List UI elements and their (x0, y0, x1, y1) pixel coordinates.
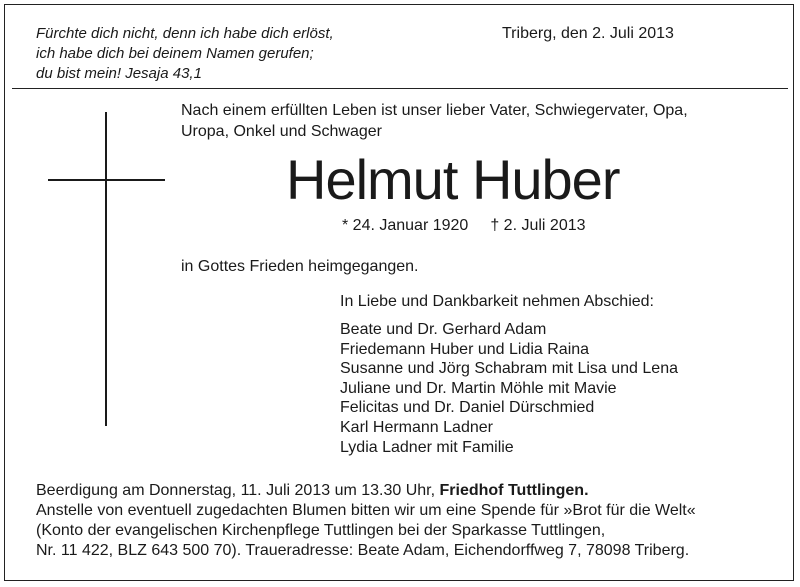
funeral-date-time: Beerdigung am Donnerstag, 11. Juli 2013 um 13.30 Uhr, (36, 482, 440, 499)
verse-line-2: ich habe dich bei deinem Namen gerufen; (36, 45, 314, 62)
header-divider (12, 88, 788, 89)
birth-date: * 24. Januar 1920 (342, 217, 469, 234)
mourner-item: Friedemann Huber und Lidia Raina (340, 340, 590, 358)
funeral-details (36, 481, 696, 561)
mourner-item: Lydia Ladner mit Familie (340, 438, 514, 456)
funeral-line (36, 481, 696, 501)
verse-line-3: du bist mein! Jesaja 43,1 (36, 65, 202, 82)
cross-vertical-bar (105, 112, 107, 426)
mourner-item: Beate und Dr. Gerhard Adam (340, 321, 547, 338)
mourner-item: Juliane und Dr. Martin Möhle mit Mavie (340, 379, 617, 397)
passed-away-text: in Gottes Frieden heimgegangen. (181, 258, 419, 275)
life-dates (342, 216, 586, 236)
funeral-location: Friedhof Tuttlingen. (439, 482, 589, 499)
cross-horizontal-bar (48, 179, 165, 181)
mourner-item: Karl Hermann Ladner (340, 418, 493, 436)
farewell-heading: In Liebe und Dankbarkeit nehmen Abschied: (340, 293, 654, 310)
intro-line-2: Uropa, Onkel und Schwager (181, 123, 382, 140)
place-date: Triberg, den 2. Juli 2013 (502, 25, 674, 42)
bible-verse (36, 24, 334, 84)
deceased-name: Helmut Huber (286, 148, 620, 211)
death-date: † 2. Juli 2013 (490, 217, 586, 234)
bank-line: (Konto der evangelischen Kirchenpflege Tuttlingen bei der Sparkasse Tuttlingen, (36, 522, 606, 539)
intro-text (181, 100, 688, 142)
verse-line-1: Fürchte dich nicht, denn ich habe dich erlöst, (36, 25, 334, 42)
mourner-item: Susanne und Jörg Schabram mit Lisa und Lena (340, 360, 678, 378)
mourners-list (340, 320, 678, 457)
donation-line: Anstelle von eventuell zugedachten Blumen bitten wir um eine Spende für »Brot für die Welt« (36, 502, 696, 519)
mourner-item: Felicitas und Dr. Daniel Dürschmied (340, 399, 595, 417)
address-line: Nr. 11 422, BLZ 643 500 70). Traueradresse: Beate Adam, Eichendorffweg 7, 78098 Triberg. (36, 542, 690, 559)
intro-line-1: Nach einem erfüllten Leben ist unser lieber Vater, Schwiegervater, Opa, (181, 102, 688, 119)
